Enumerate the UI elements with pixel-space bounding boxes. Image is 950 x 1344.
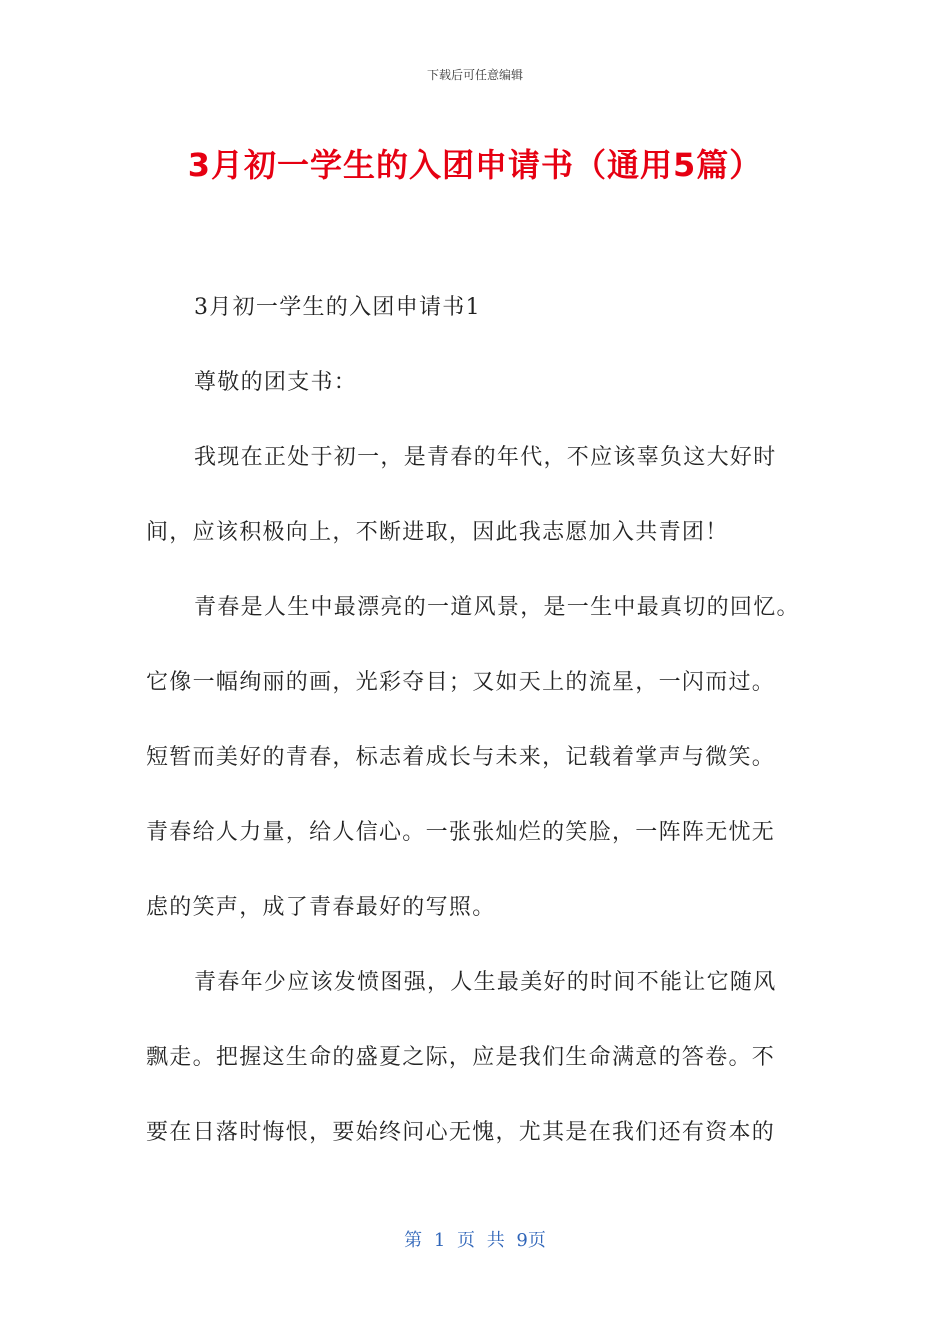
header-note: 下载后可任意编辑	[426, 68, 523, 82]
paragraph-line: 间，应该积极向上，不断进取，因此我志愿加入共青团！	[146, 520, 729, 545]
paragraph-line: 青春年少应该发愤图强，人生最美好的时间不能让它随风	[194, 970, 777, 995]
document-title: 3月初一学生的入团申请书（通用5篇）	[187, 146, 763, 184]
paragraph-line: 我现在正处于初一，是青春的年代，不应该辜负这大好时	[194, 445, 777, 470]
document-body	[146, 270, 811, 1170]
paragraph-line: 飘走。把握这生命的盛夏之际，应是我们生命满意的答卷。不	[146, 1045, 776, 1070]
salutation: 尊敬的团支书：	[194, 370, 358, 395]
paragraph-line: 虑的笑声，成了青春最好的写照。	[146, 895, 496, 920]
paragraph-line: 青春是人生中最漂亮的一道风景，是一生中最真切的回忆。	[194, 595, 800, 620]
paragraph-line: 短暂而美好的青春，标志着成长与未来，记载着掌声与微笑。	[146, 745, 776, 770]
section-heading: 3月初一学生的入团申请书1	[194, 295, 481, 320]
paragraph-line: 它像一幅绚丽的画，光彩夺目；又如天上的流星，一闪而过。	[146, 670, 776, 695]
paragraph-line: 青春给人力量，给人信心。一张张灿烂的笑脸，一阵阵无忧无	[146, 820, 776, 845]
paragraph-line: 要在日落时悔恨，要始终问心无愧，尤其是在我们还有资本的	[146, 1120, 776, 1145]
page-indicator: 第 1 页 共 9页	[404, 1230, 546, 1251]
